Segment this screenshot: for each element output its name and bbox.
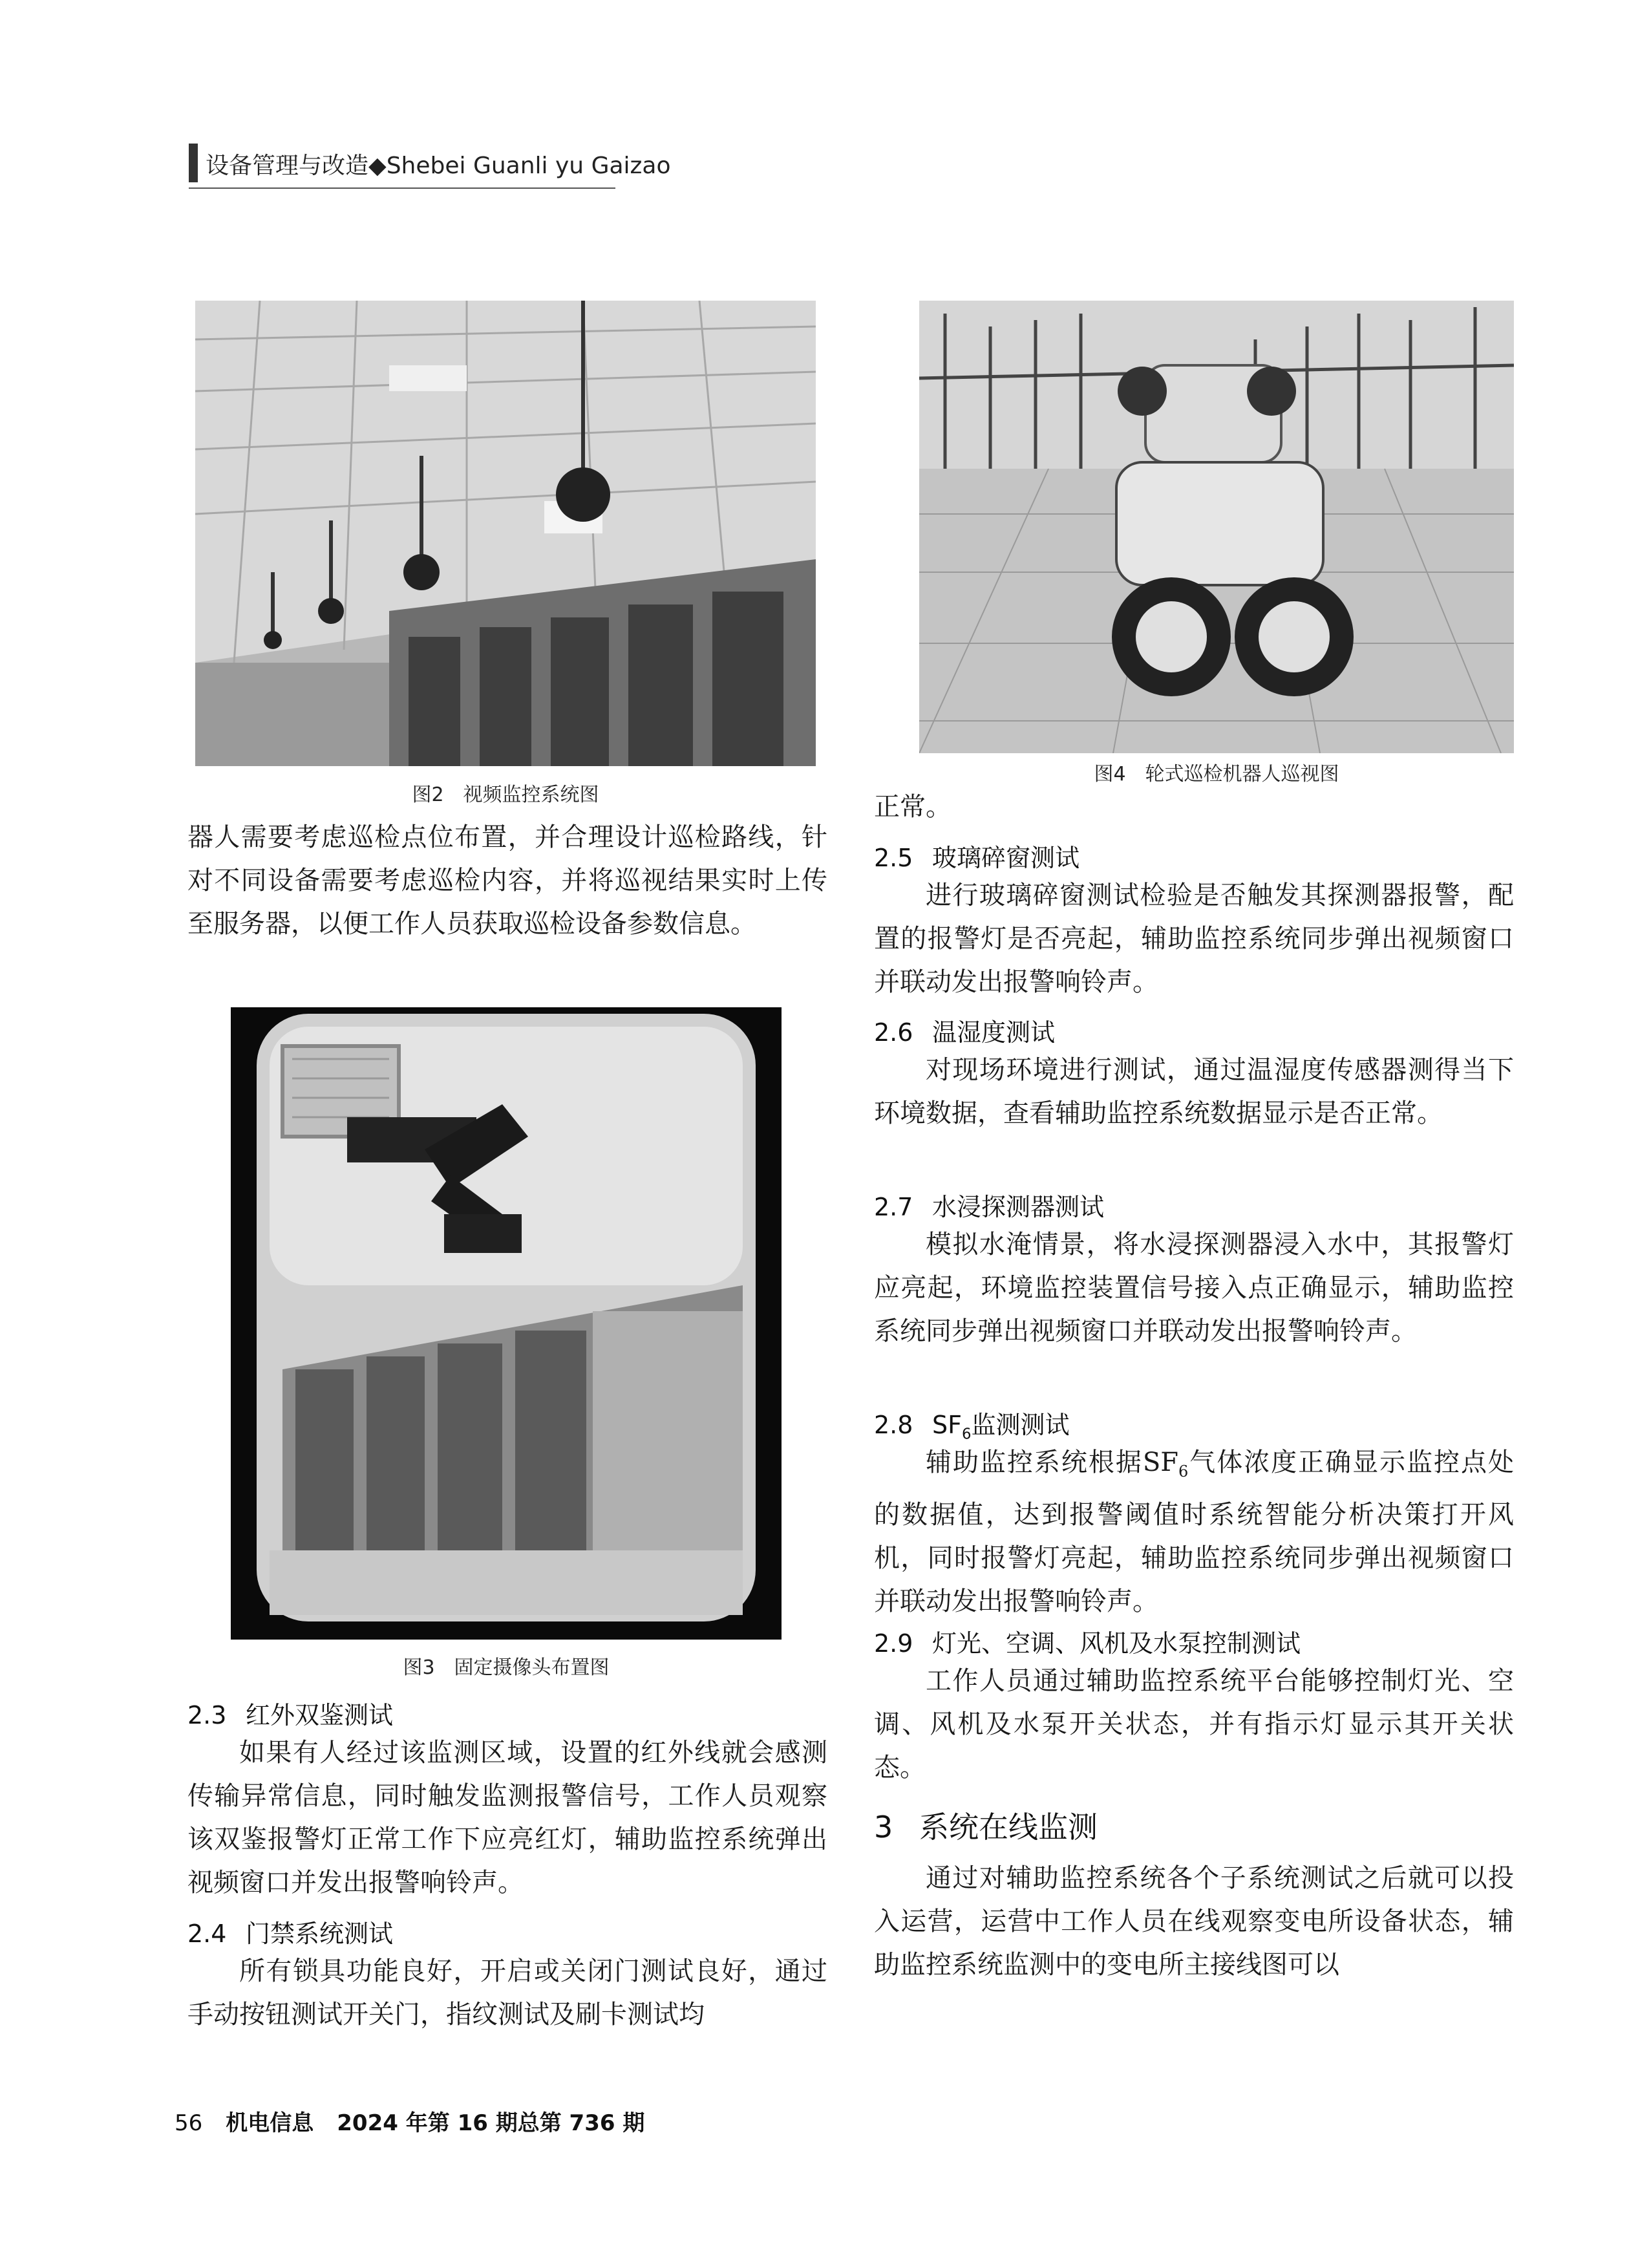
section-2-9-heading <box>874 1623 1301 1659</box>
running-header <box>206 147 671 180</box>
section-2-3-body: 如果有人经过该监测区域，设置的红外线就会感测传输异常信息，同时触发监测报警信号，工作人员观察该双鉴报警灯正常工作下应亮红灯，辅助监控系统弹出视频窗口并发出报警响铃声。 <box>187 1738 827 1898</box>
section-2-4-number: 2.4 <box>187 1920 227 1948</box>
issue-info: 2024 年第 16 期总第 736 期 <box>337 2110 645 2136</box>
section-2-8-heading <box>874 1405 1070 1443</box>
section-2-3-title: 红外双鉴测试 <box>246 1701 394 1729</box>
header-bar <box>189 144 198 182</box>
section-2-6-number: 2.6 <box>874 1018 913 1047</box>
section-2-5-title: 玻璃碎窗测试 <box>932 844 1080 872</box>
section-2-7-title: 水浸探测器测试 <box>932 1193 1105 1221</box>
header-section-pinyin: Shebei Guanli yu Gaizao <box>386 153 671 179</box>
section-2-9-title: 灯光、空调、风机及水泵控制测试 <box>932 1629 1301 1658</box>
section-2-8-title: $SF_6$监测测试 <box>932 1411 1070 1443</box>
figure-4-caption: 图4 轮式巡检机器人巡视图 <box>1094 763 1339 786</box>
journal-name: 机电信息 <box>226 2110 314 2136</box>
section-2-6-body: 对现场环境进行测试，通过温湿度传感器测得当下环境数据，查看辅助监控系统数据显示是否正常。 <box>874 1055 1514 1128</box>
section-2-8-body: 辅助监控系统根据$SF_6$气体浓度正确显示监控点处的数据值，达到报警阈值时系统智能分析决策打开风机，同时报警灯亮起，辅助监控系统同步弹出视频窗口并联动发出报警响铃声。 <box>874 1448 1515 1616</box>
figure-3-image <box>231 1007 782 1640</box>
header-section-cn: 设备管理与改造 <box>206 153 369 179</box>
section-2-5-body: 进行玻璃碎窗测试检验是否触发其探测器报警，配置的报警灯是否亮起，辅助监控系统同步弹出视频窗口并联动发出报警响铃声。 <box>874 881 1514 997</box>
section-2-3-number: 2.3 <box>187 1701 227 1729</box>
section-2-4-heading <box>187 1914 393 1949</box>
section-2-7-heading <box>874 1187 1104 1223</box>
section-2-6-title: 温湿度测试 <box>932 1018 1056 1047</box>
figure-4-image <box>919 301 1514 753</box>
section-2-4-title: 门禁系统测试 <box>246 1920 394 1948</box>
section-3-number: 3 <box>874 1810 893 1845</box>
section-2-5-heading <box>874 838 1080 873</box>
right-continue-text: 正常。 <box>874 792 952 822</box>
section-2-4-body: 所有锁具功能良好，开启或关闭门测试良好，通过手动按钮测试开关门，指纹测试及刷卡测试均 <box>187 1956 827 2029</box>
section-3-heading <box>874 1804 1098 1846</box>
header-rule <box>189 187 615 189</box>
page-footer <box>175 2105 644 2137</box>
diamond-icon: ◆ <box>368 153 387 179</box>
section-3-title: 系统在线监测 <box>919 1810 1098 1845</box>
section-2-8-number: 2.8 <box>874 1411 913 1439</box>
figure-2-caption: 图2 视频监控系统图 <box>412 784 599 806</box>
left-continue-paragraph: 器人需要考虑巡检点位布置，并合理设计巡检路线，针对不同设备需要考虑巡检内容，并将巡视结果实时上传至服务器，以便工作人员获取巡检设备参数信息。 <box>187 822 827 939</box>
figure-3-caption: 图3 固定摄像头布置图 <box>403 1656 610 1679</box>
section-2-7-body: 模拟水淹情景，将水浸探测器浸入水中，其报警灯应亮起，环境监控装置信号接入点正确显示，辅助监控系统同步弹出视频窗口并联动发出报警响铃声。 <box>874 1230 1514 1346</box>
section-2-5-number: 2.5 <box>874 844 913 872</box>
section-3-body: 通过对辅助监控系统各个子系统测试之后就可以投入运营，运营中工作人员在线观察变电所设备状态，辅助监控系统监测中的变电所主接线图可以 <box>874 1863 1514 1980</box>
section-2-7-number: 2.7 <box>874 1193 913 1221</box>
section-2-9-number: 2.9 <box>874 1629 913 1658</box>
section-2-9-body: 工作人员通过辅助监控系统平台能够控制灯光、空调、风机及水泵开关状态，并有指示灯显示其开关状态。 <box>874 1666 1514 1782</box>
page-number: 56 <box>175 2110 203 2136</box>
figure-2-image <box>195 301 816 766</box>
section-2-3-heading <box>187 1695 393 1731</box>
section-2-6-heading <box>874 1012 1055 1048</box>
